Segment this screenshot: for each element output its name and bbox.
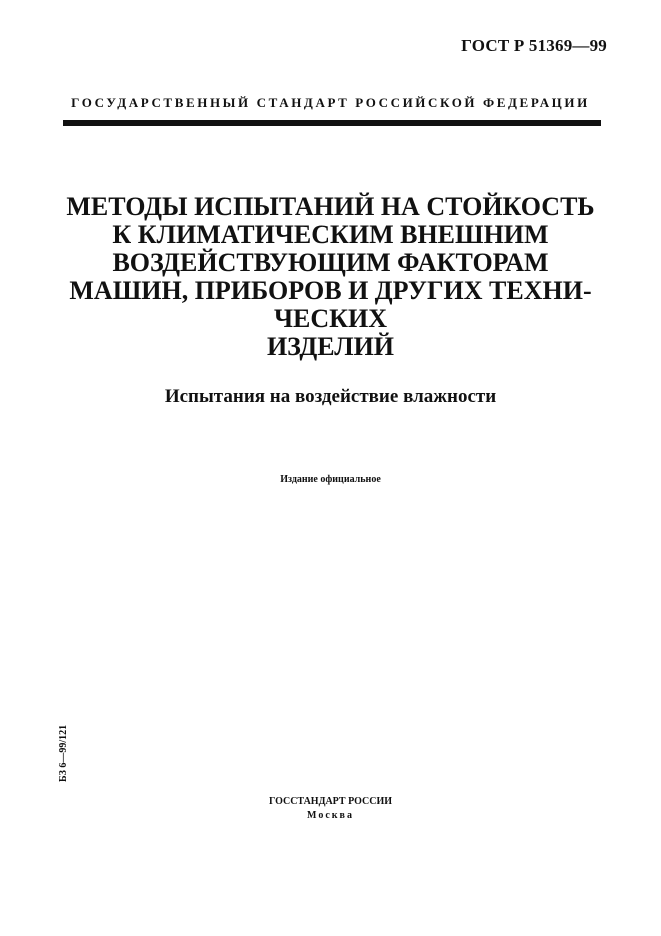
side-code: БЗ 6—99/121 [58,724,69,782]
header-rule [63,120,601,126]
title-line-6: ИЗДЕЛИЙ [266,332,395,361]
publisher-city: Москва [307,810,354,821]
publisher-org: ГОССТАНДАРТ РОССИИ [268,796,393,807]
state-standard-heading: ГОСУДАРСТВЕННЫЙ СТАНДАРТ РОССИЙСКОЙ ФЕДЕРАЦИИ [71,95,590,110]
document-title [0,193,661,361]
document-subtitle: Испытания на воздействие влажности [164,386,497,407]
title-line-3: ВОЗДЕЙСТВУЮЩИМ ФАКТОРАМ [112,248,549,277]
publisher-block [0,795,661,823]
document-number: ГОСТ Р 51369—99 [461,36,607,55]
title-line-1: МЕТОДЫ ИСПЫТАНИЙ НА СТОЙКОСТЬ [66,192,595,221]
title-line-5: ЧЕСКИХ [273,304,388,333]
title-line-4: МАШИН, ПРИБОРОВ И ДРУГИХ ТЕХНИ- [69,276,592,305]
title-line-2: К КЛИМАТИЧЕСКИМ ВНЕШНИМ [112,220,549,249]
edition-note: Издание официальное [280,474,381,485]
